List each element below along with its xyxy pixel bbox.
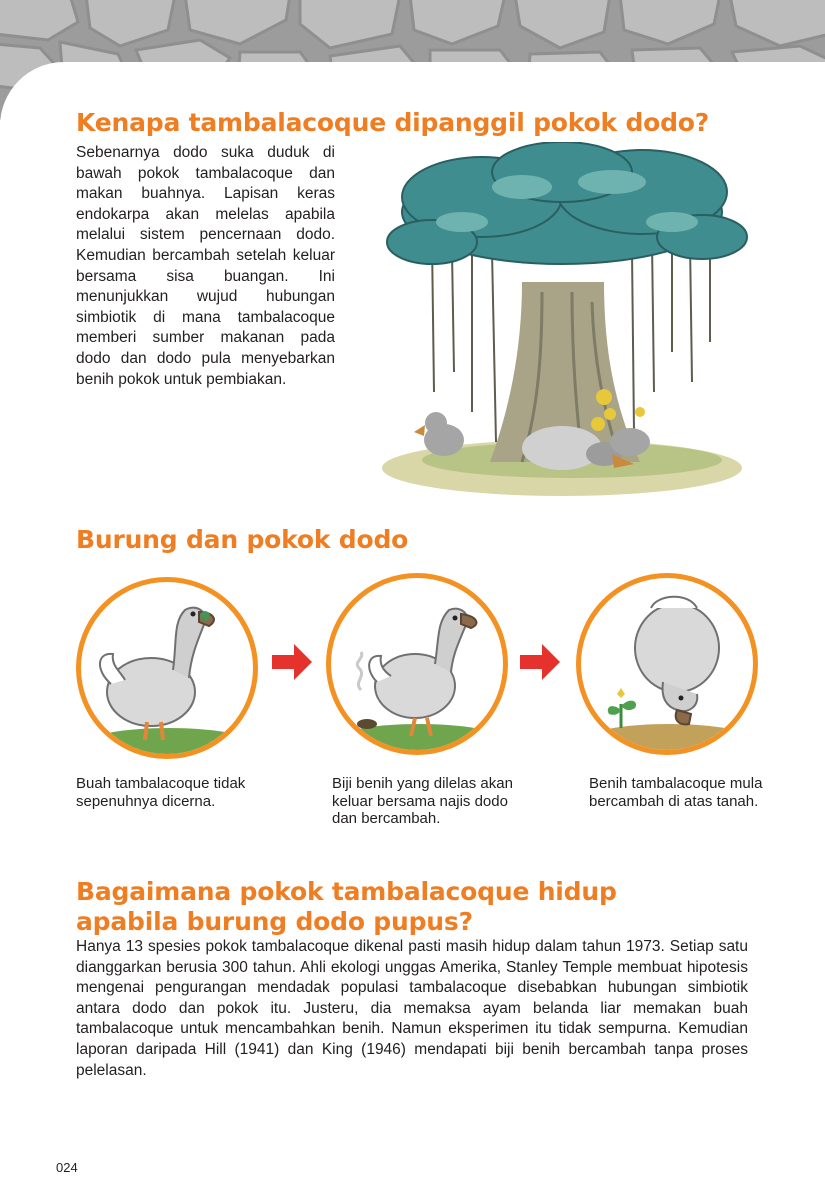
section-heading-tree: Kenapa tambalacoque dipanggil pokok dodo? xyxy=(76,108,710,137)
section-heading-survival: Bagaimana pokok tambalacoque hidup apabila burung dodo pupus? xyxy=(76,877,617,936)
step-1-caption: Buah tambalacoque tidak sepenuhnya dicerna. xyxy=(76,775,246,810)
dodo-eating-illustration xyxy=(81,582,253,754)
tambalacoque-tree-illustration xyxy=(372,142,752,498)
arrow-right-icon xyxy=(272,644,312,680)
step-1-circle xyxy=(76,577,258,759)
step-2-circle xyxy=(326,573,508,755)
step-3-caption: Benih tambalacoque mula bercambah di atas tanah. xyxy=(589,775,763,810)
survival-paragraph: Hanya 13 spesies pokok tambalacoque dikenal pasti masih hidup dalam tahun 1973. Setiap satu dianggarkan berusia 300 tahun. Ahli ekologi unggas Amerika, Stanley Temple membuat hipotesis mengenai pengurangan mendadak populasi tambalacoque disebabkan hubungan simbiotik antara dodo dan pokok itu. Justeru, dia memaksa ayam belanda liar memakan buah tambalacoque untuk mencambahkan benih. Namun eksperimen itu tidak sempurna. Kemudian laporan daripada Hill (1941) dan King (1946) mendapati biji benih bercambah tanpa proses pelelasan. xyxy=(76,938,748,1079)
dodo-droppings-illustration xyxy=(331,578,503,750)
page-number: 024 xyxy=(56,1160,78,1175)
step-3-circle xyxy=(576,573,758,755)
dodo-seedling-illustration xyxy=(581,578,753,750)
section-heading-birds: Burung dan pokok dodo xyxy=(76,525,409,554)
tree-paragraph: Sebenarnya dodo suka duduk di bawah pokok tambalacoque dan makan buahnya. Lapisan keras endokarpa akan melelas apabila melalui sistem pencernaan dodo. Kemudian bercambah setelah keluar bersama sisa buangan. Ini menunjukkan wujud hubungan simbiotik di mana tambalacoque memberi sumber makanan pada dodo dan dodo pula menyebarkan benih pokok untuk pembiakan. xyxy=(76,144,335,388)
step-2-caption: Biji benih yang dilelas akan keluar bersama najis dodo dan bercambah. xyxy=(332,775,513,827)
arrow-right-icon xyxy=(520,644,560,680)
